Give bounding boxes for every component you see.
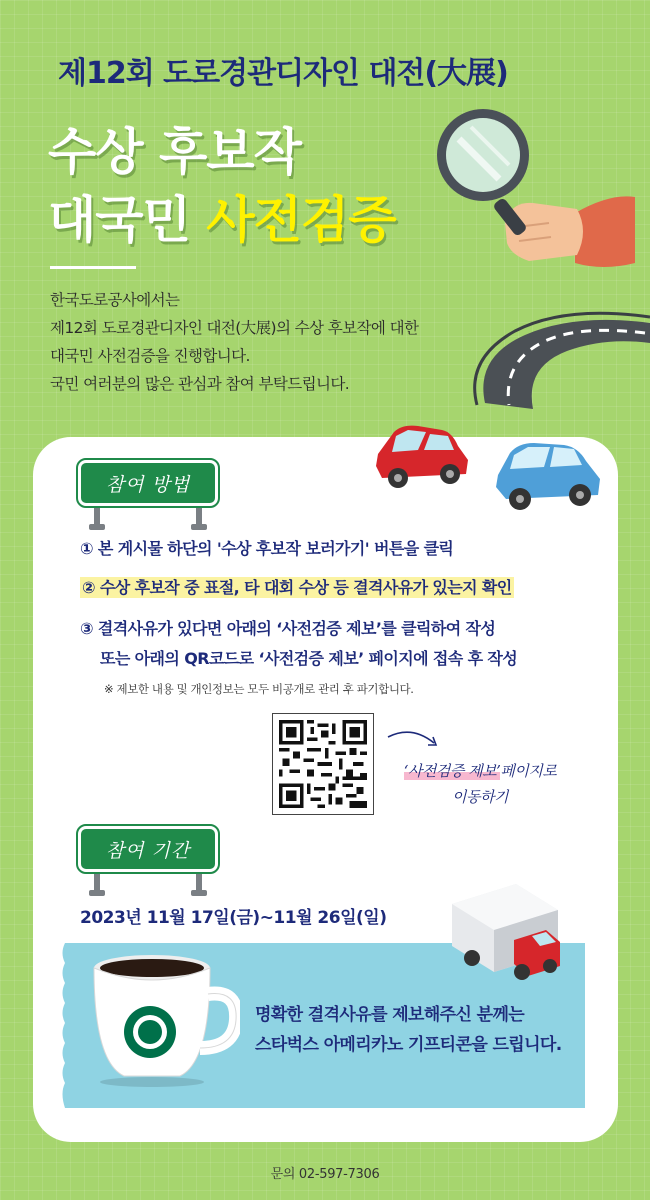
starbucks-cup-illustration — [80, 950, 240, 1090]
intro-text — [50, 286, 510, 398]
sign-foot — [191, 890, 207, 896]
red-car-illustration — [372, 420, 472, 492]
privacy-notice: ※ 제보한 내용 및 개인정보는 모두 비공개로 관리 후 파기합니다. — [104, 682, 414, 696]
qr-note — [390, 758, 570, 810]
reward-line-1: 명확한 결격사유를 제보해주신 분께는 — [255, 1005, 525, 1025]
intro-line: 한국도로공사에서는 — [50, 291, 180, 309]
reward-text — [255, 1000, 562, 1060]
event-subtitle: 제12회 도로경관디자인 대전(大展) — [58, 56, 508, 91]
road-illustration — [455, 305, 650, 415]
intro-line: 제12회 도로경관디자인 대전(大展)의 수상 후보작에 대한 — [50, 319, 419, 337]
sign-foot — [89, 890, 105, 896]
title-highlight: 사전검증 — [206, 191, 396, 249]
truck-illustration — [448, 880, 563, 980]
step-1: ① 본 게시물 하단의 '수상 후보작 보러가기' 버튼을 클릭 — [80, 539, 454, 558]
reward-box-edge — [58, 943, 72, 1108]
sign-label: 참여 방법 — [105, 473, 191, 496]
sign-label: 참여 기간 — [105, 839, 191, 862]
sign-participation-period — [78, 826, 218, 898]
title-prefix: 대국민 — [48, 191, 207, 249]
title-line-2 — [48, 180, 396, 252]
participation-period-dates: 2023년 11월 17일(금)~11월 26일(일) — [80, 908, 387, 928]
step-3-line-1: ③ 결격사유가 있다면 아래의 ‘사전검증 제보’를 클릭하여 작성 — [80, 619, 496, 638]
step-3 — [80, 614, 517, 674]
blue-car-illustration — [494, 435, 606, 513]
sign-foot — [89, 524, 105, 530]
reward-line-2: 스타벅스 아메리카노 기프티콘을 드립니다. — [255, 1035, 562, 1055]
title-divider — [50, 266, 136, 269]
step-2 — [80, 575, 514, 598]
qr-note-text: 페이지로 — [500, 762, 557, 780]
qr-code[interactable] — [272, 713, 374, 815]
qr-code-pattern — [279, 720, 367, 808]
step-2-text: ② 수상 후보작 중 표절, 타 대회 수상 등 결격사유가 있는지 확인 — [82, 578, 512, 597]
arrow-icon — [384, 725, 444, 755]
qr-note-highlight: ‘사전검증 제보’ — [403, 762, 501, 780]
qr-note-text-2: 이동하기 — [452, 788, 508, 806]
sign-board — [78, 460, 218, 506]
sign-foot — [191, 524, 207, 530]
step-3-line-2: 또는 아래의 QR코드로 ‘사전검증 제보’ 페이지에 접속 후 작성 — [100, 649, 518, 668]
sign-participation-method — [78, 460, 218, 532]
magnifier-hand-illustration — [425, 95, 635, 295]
contact-info: 문의 02-597-7306 — [270, 1167, 380, 1182]
title-line-1: 수상 후보작 — [48, 123, 301, 181]
sign-board — [78, 826, 218, 872]
intro-line: 국민 여러분의 많은 관심과 참여 부탁드립니다. — [50, 375, 350, 393]
intro-line: 대국민 사전검증을 진행합니다. — [50, 347, 250, 365]
